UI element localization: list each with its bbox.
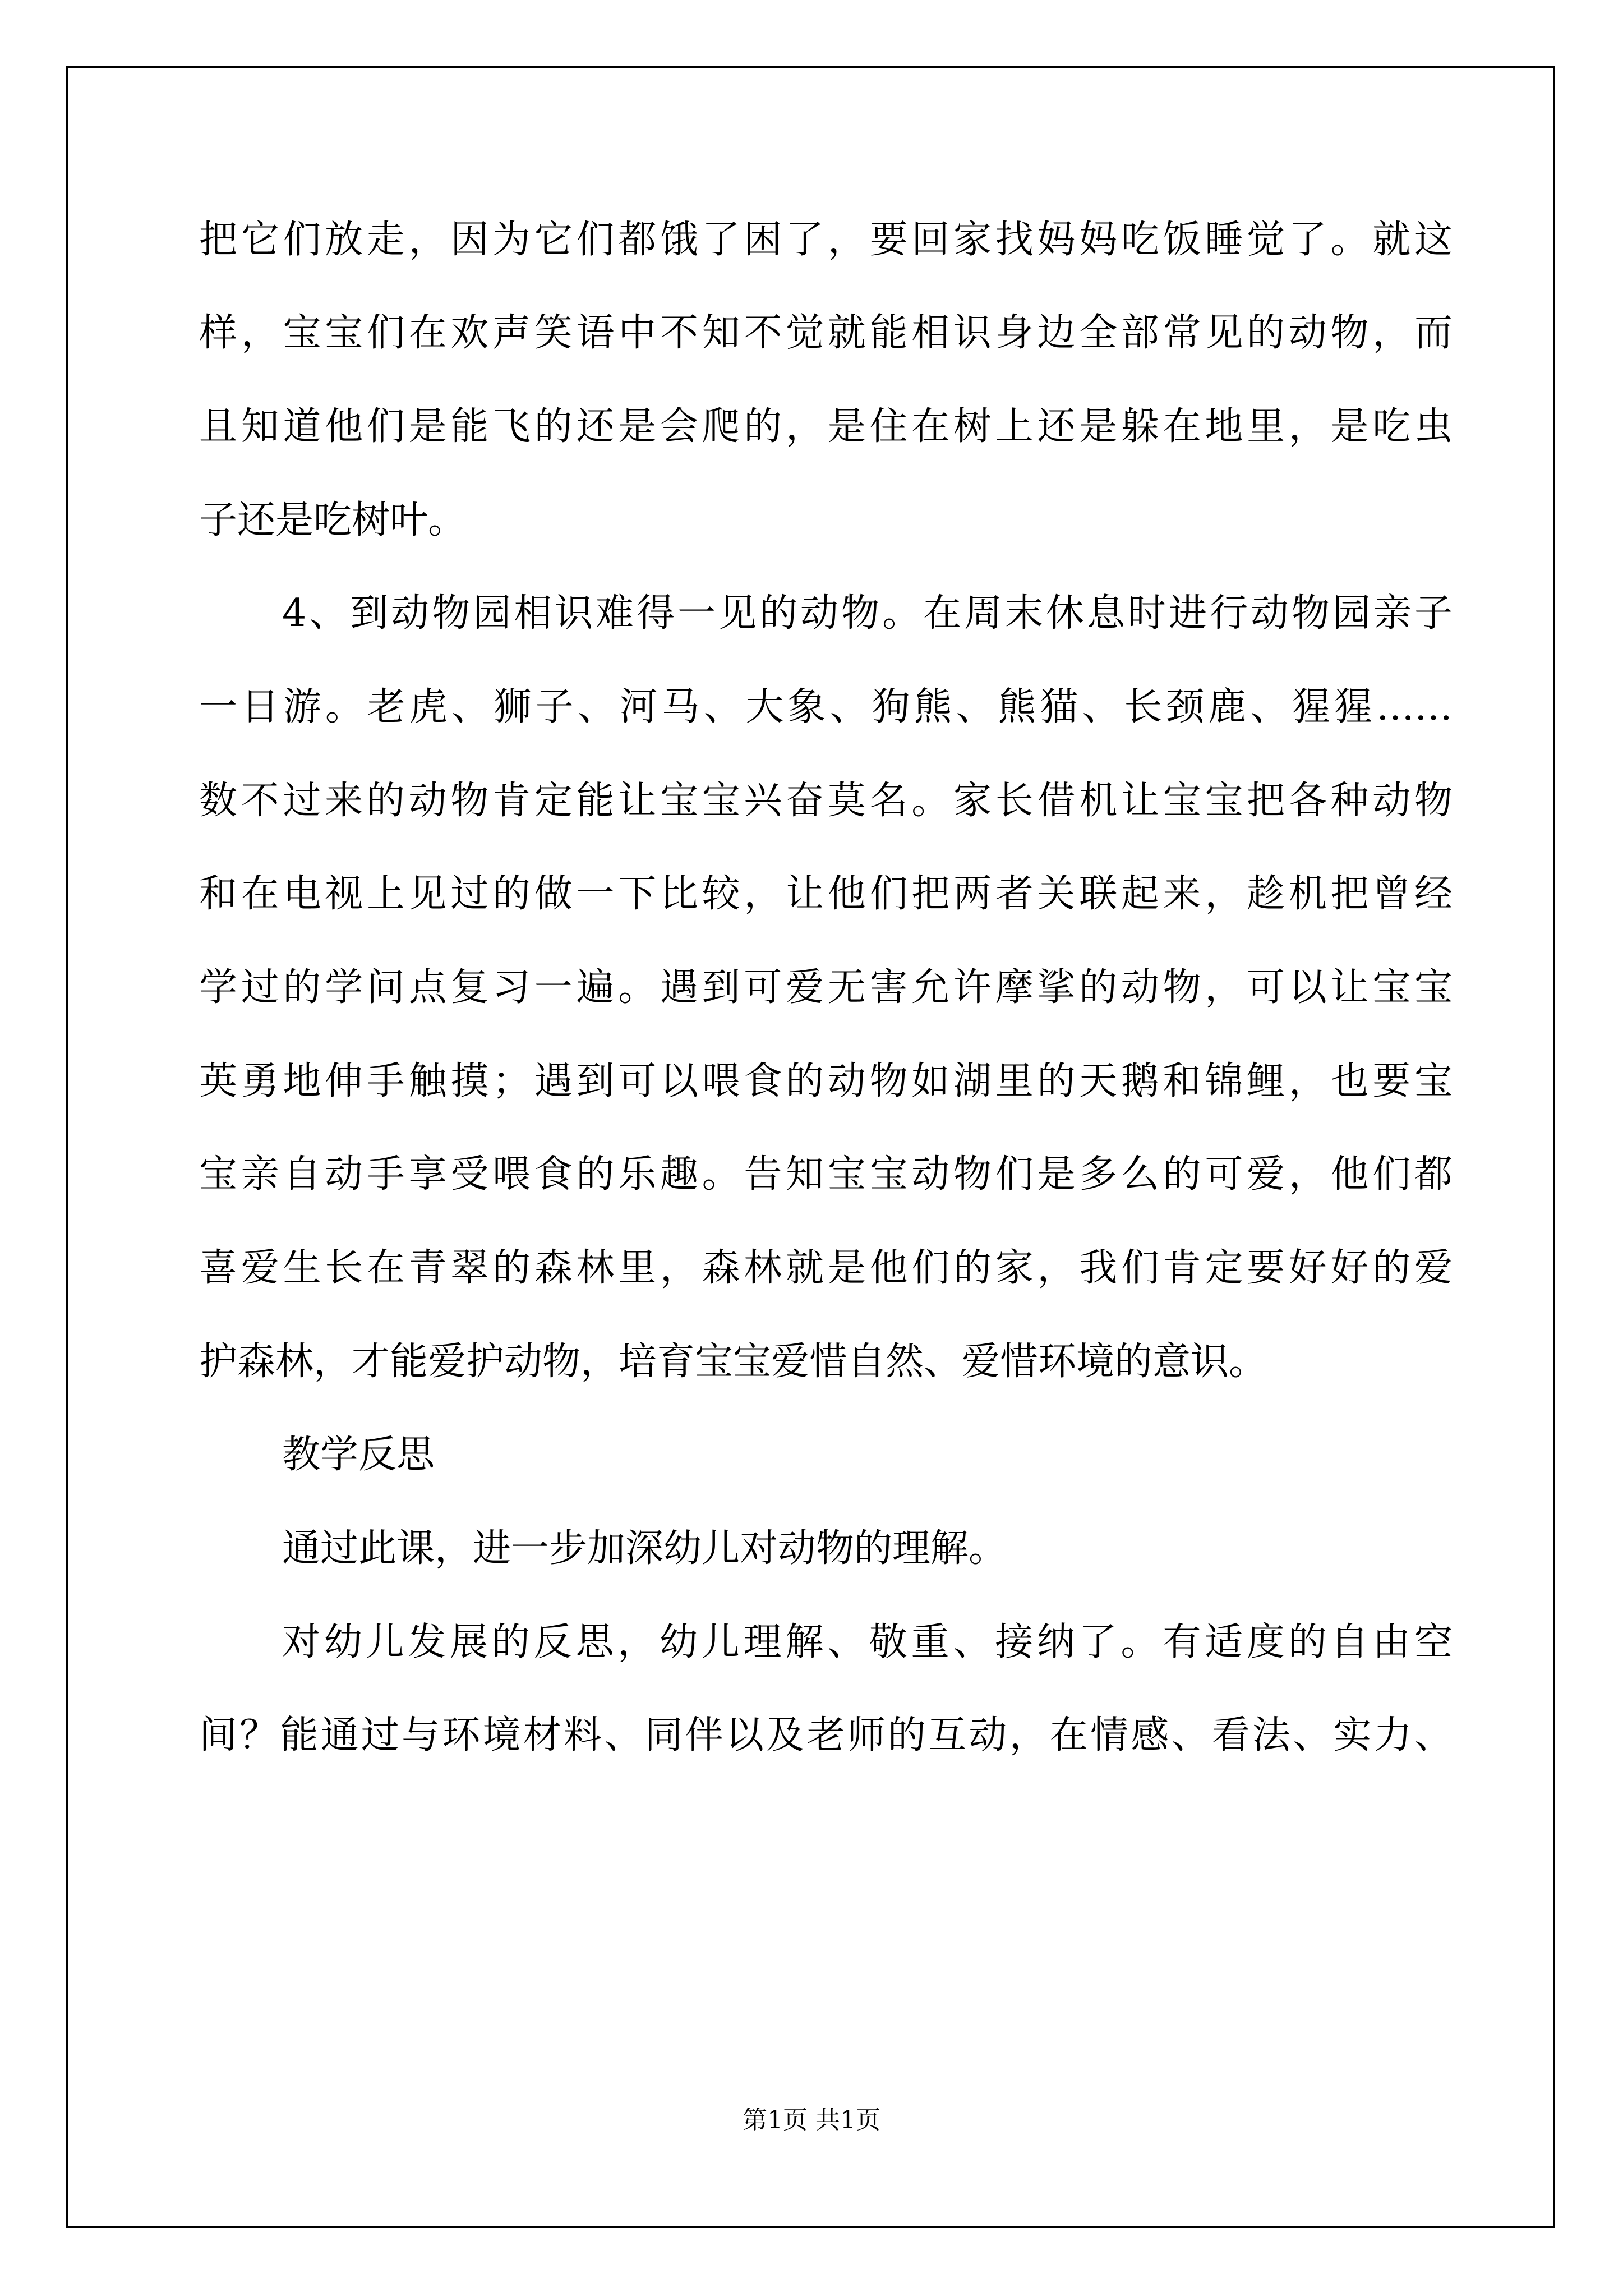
text-line-1: 把它们放走，因为它们都饿了困了，要回家找妈妈吃饭睡觉了。就这	[199, 218, 1453, 262]
text-line-5: 4、到动物园相识难得一见的动物。在周末休息时进行动物园亲子	[282, 591, 1453, 636]
text-line-16: 对幼儿发展的反思，幼儿理解、敬重、接纳了。有适度的自由空	[282, 1620, 1453, 1664]
text-line-2: 样，宝宝们在欢声笑语中不知不觉就能相识身边全部常见的动物，而	[199, 311, 1453, 355]
text-line-8: 和在电视上见过的做一下比较，让他们把两者关联起来，趁机把曾经	[199, 872, 1453, 916]
text-line-12: 喜爱生长在青翠的森林里，森林就是他们的家，我们肯定要好好的爱	[199, 1246, 1453, 1290]
text-line-3: 且知道他们是能飞的还是会爬的，是住在树上还是躲在地里，是吃虫	[199, 404, 1453, 449]
text-line-11: 宝亲自动手享受喂食的乐趣。告知宝宝动物们是多么的可爱，他们都	[199, 1152, 1453, 1197]
section-heading: 教学反思	[282, 1433, 435, 1477]
text-line-15: 通过此课，进一步加深幼儿对动物的理解。	[282, 1526, 1007, 1571]
page-footer: 第1页 共1页	[743, 2106, 880, 2134]
text-line-9: 学过的学问点复习一遍。遇到可爱无害允许摩挲的动物，可以让宝宝	[199, 965, 1453, 1010]
page-border	[66, 66, 1555, 2228]
text-line-4: 子还是吃树叶。	[199, 498, 467, 542]
text-line-7: 数不过来的动物肯定能让宝宝兴奋莫名。家长借机让宝宝把各种动物	[199, 779, 1453, 823]
text-line-6: 一日游。老虎、狮子、河马、大象、狗熊、熊猫、长颈鹿、猩猩……	[199, 685, 1453, 729]
text-line-10: 英勇地伸手触摸；遇到可以喂食的动物如湖里的天鹅和锦鲤，也要宝	[199, 1059, 1453, 1103]
text-line-17: 间？能通过与环境材料、同伴以及老师的互动，在情感、看法、实力、	[199, 1713, 1453, 1757]
text-line-13: 护森林，才能爱护动物，培育宝宝爱惜自然、爱惜环境的意识。	[199, 1340, 1267, 1384]
